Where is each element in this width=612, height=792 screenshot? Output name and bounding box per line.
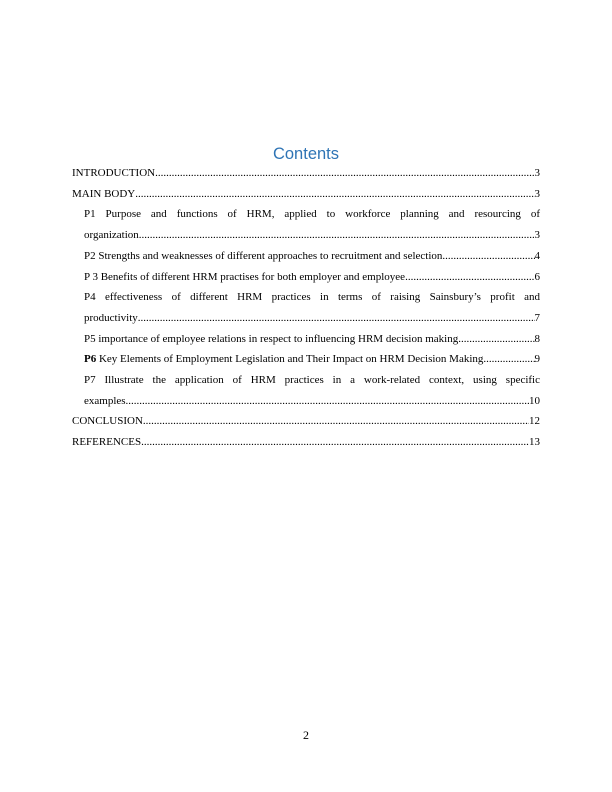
toc-entry-page: 12 — [529, 415, 540, 428]
table-of-contents — [72, 163, 540, 453]
toc-leader-dots — [138, 308, 535, 329]
toc-entry-bold-prefix: P6 — [84, 353, 97, 366]
toc-entry-page: 10 — [529, 394, 540, 407]
toc-entry-title-line2: organization — [84, 229, 139, 242]
toc-entry-conclusion[interactable] — [72, 411, 540, 432]
toc-entry-title-line1: P1 Purpose and functions of HRM, applied to workforce planning and resourcing of — [84, 208, 540, 221]
toc-entry-page: 7 — [534, 311, 540, 324]
toc-leader-dots — [155, 163, 534, 184]
toc-entry-title: P5 importance of employee relations in respect to influencing HRM decision making — [84, 332, 459, 345]
toc-leader-dots — [135, 184, 534, 205]
toc-entry-page: 13 — [529, 436, 540, 449]
toc-entry-page: 3 — [534, 187, 540, 200]
toc-entry-title-text: Key Elements of Employment Legislation and Their Impact on HRM Decision Making — [96, 353, 484, 366]
toc-entry-title: INTRODUCTION — [72, 167, 156, 179]
toc-entry-title — [84, 349, 483, 370]
toc-entry-title: P 3 Benefits of different HRM practises for both employer and employee — [84, 270, 406, 283]
toc-entry-references[interactable] — [72, 432, 540, 453]
toc-heading: Contents — [272, 145, 340, 163]
toc-leader-dots — [442, 246, 534, 267]
toc-entry-title: MAIN BODY — [72, 187, 136, 200]
toc-leader-dots — [458, 329, 534, 350]
toc-entry-main-body[interactable] — [72, 184, 540, 205]
toc-entry-page: 8 — [534, 332, 540, 345]
toc-entry-title: CONCLUSION — [72, 415, 143, 428]
toc-entry-p4[interactable] — [72, 287, 540, 328]
toc-leader-dots — [126, 391, 529, 412]
toc-leader-dots — [405, 267, 534, 288]
toc-entry-title-line1: P7 Illustrate the application of HRM practices in a work-related context, using specific — [84, 374, 540, 387]
toc-leader-dots — [139, 225, 535, 246]
toc-entry-title-line1: P4 effectiveness of different HRM practices in terms of raising Sainsbury’s profit and — [84, 291, 540, 304]
toc-entry-p6[interactable] — [72, 349, 540, 370]
toc-entry-page: 9 — [534, 353, 540, 366]
page-number: 2 — [303, 728, 309, 742]
toc-leader-dots — [141, 432, 529, 453]
toc-leader-dots — [483, 349, 534, 370]
toc-entry-p3[interactable] — [72, 267, 540, 288]
toc-entry-page: 4 — [534, 249, 540, 262]
toc-entry-p7[interactable] — [72, 370, 540, 411]
toc-entry-title: P2 Strengths and weaknesses of different approaches to recruitment and selection — [84, 249, 443, 262]
toc-leader-dots — [143, 411, 529, 432]
toc-entry-page: 6 — [534, 270, 540, 283]
toc-entry-page: 3 — [534, 229, 540, 242]
toc-entry-title: REFERENCES — [72, 436, 142, 449]
toc-entry-p1[interactable] — [72, 204, 540, 245]
toc-entry-title-line2: productivity — [84, 311, 138, 324]
toc-entry-title-line2: examples — [84, 394, 126, 407]
toc-entry-p2[interactable] — [72, 246, 540, 267]
toc-entry-page: 3 — [534, 167, 540, 179]
toc-entry-p5[interactable] — [72, 329, 540, 350]
toc-entry-introduction[interactable] — [72, 163, 540, 184]
